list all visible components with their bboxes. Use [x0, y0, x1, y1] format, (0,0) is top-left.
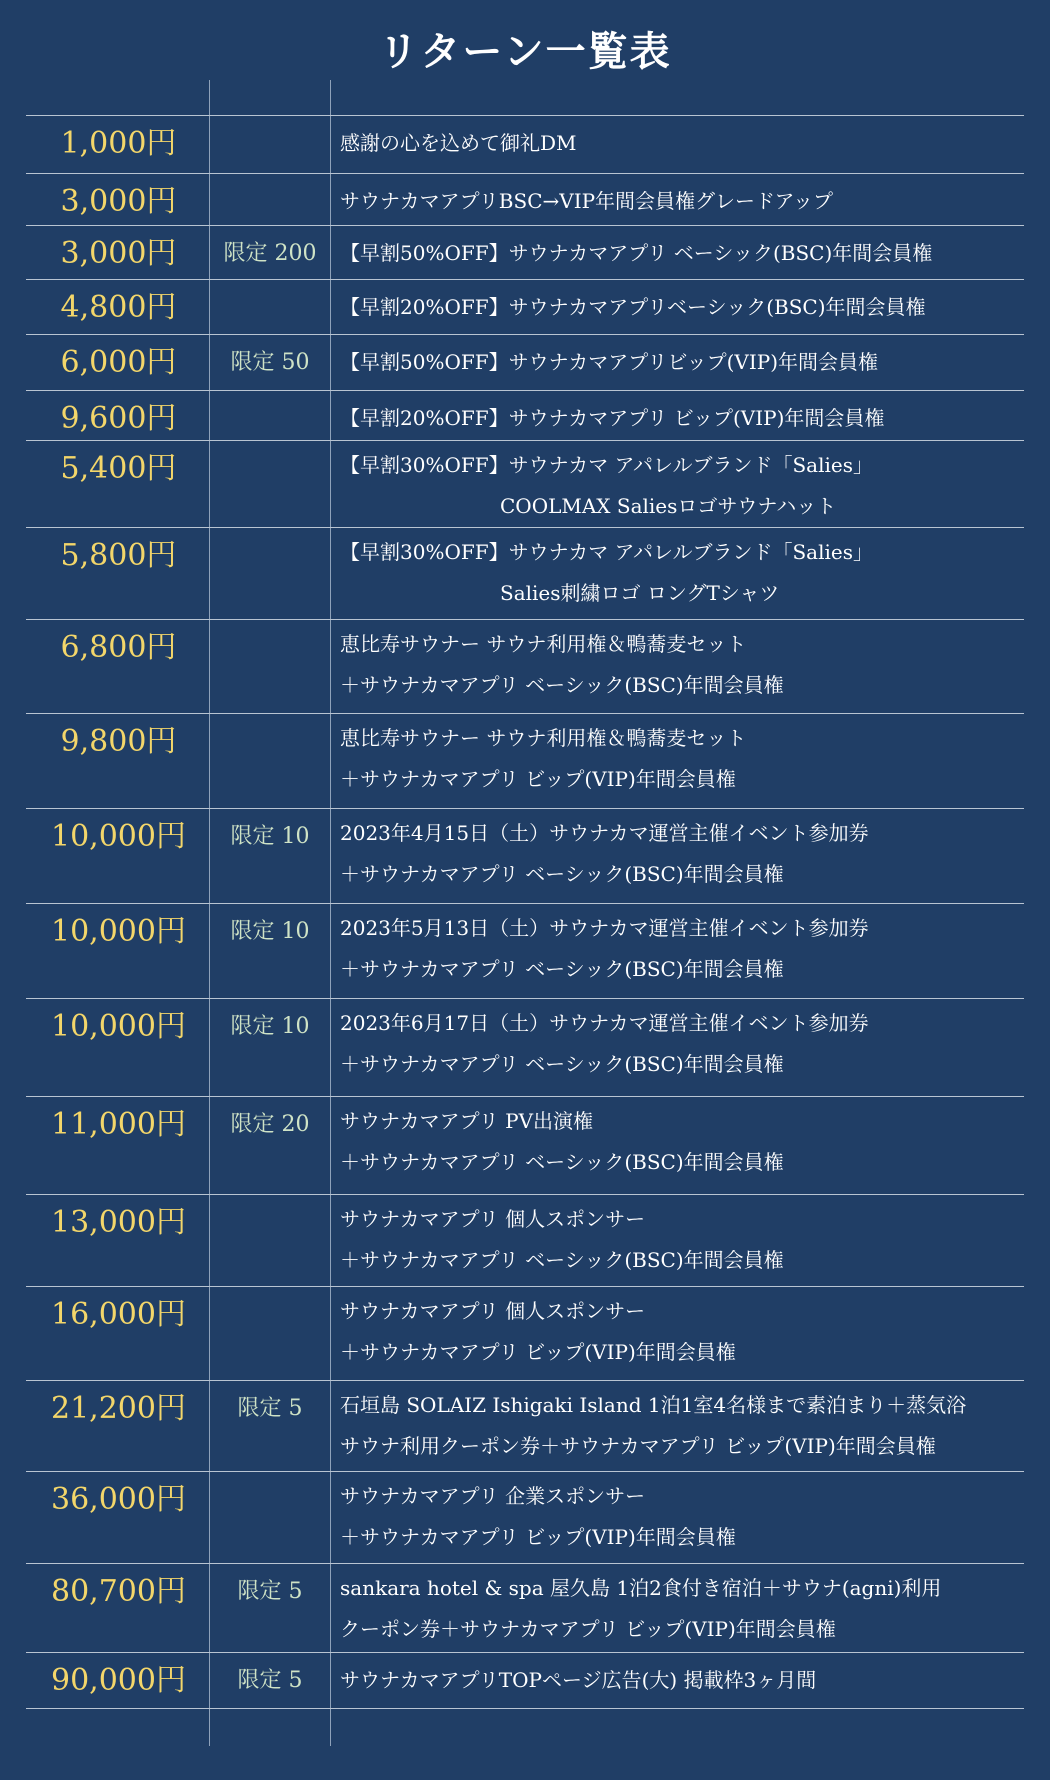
- reward-description: [340, 1568, 1030, 1650]
- description-line: ＋サウナカマアプリ ベーシック(BSC)年間会員権: [340, 957, 784, 981]
- reward-description: [340, 813, 1030, 895]
- description-line: サウナ利用クーポン券＋サウナカマアプリ ビップ(VIP)年間会員権: [340, 1434, 936, 1458]
- row-divider: [26, 998, 1024, 999]
- price-cell: 6,000円: [60, 345, 177, 380]
- description-line: sankara hotel & spa 屋久島 1泊2食付き宿泊＋サウナ(agni)利用: [340, 1576, 942, 1600]
- reward-description: [340, 398, 1030, 439]
- price-cell: 9,800円: [60, 724, 177, 759]
- limit-badge: 限定 20: [230, 1112, 310, 1137]
- reward-description: [340, 1385, 1030, 1467]
- row-divider: [26, 1708, 1024, 1709]
- price-cell: 6,800円: [60, 630, 177, 665]
- reward-description: [340, 1003, 1030, 1085]
- description-line: ＋サウナカマアプリ ビップ(VIP)年間会員権: [340, 767, 736, 791]
- reward-description: [340, 718, 1030, 800]
- row-divider: [26, 225, 1024, 226]
- reward-description: [340, 1199, 1030, 1281]
- price-cell: 10,000円: [51, 1009, 186, 1044]
- price-cell: 36,000円: [51, 1482, 186, 1517]
- limit-badge: 限定 10: [230, 824, 310, 849]
- reward-description: [340, 1291, 1030, 1373]
- description-line: 【早割30%OFF】サウナカマ アパレルブランド「Salies」: [340, 540, 873, 564]
- price-cell: 5,400円: [60, 451, 177, 486]
- reward-description: [340, 908, 1030, 990]
- reward-description: [340, 624, 1030, 706]
- price-cell: 16,000円: [51, 1297, 186, 1332]
- description-line: サウナカマアプリTOPページ広告(大) 掲載枠3ヶ月間: [340, 1668, 817, 1692]
- description-line: 恵比寿サウナー サウナ利用権＆鴨蕎麦セット: [340, 632, 747, 656]
- price-cell: 3,000円: [60, 184, 177, 219]
- description-line: Salies刺繍ロゴ ロングTシャツ: [340, 581, 780, 605]
- description-line: COOLMAX Saliesロゴサウナハット: [340, 494, 837, 518]
- description-line: 感謝の心を込めて御礼DM: [340, 131, 577, 155]
- limit-badge: 限定 5: [237, 1668, 303, 1693]
- description-line: 【早割20%OFF】サウナカマアプリベーシック(BSC)年間会員権: [340, 295, 926, 319]
- row-divider: [26, 619, 1024, 620]
- row-divider: [26, 1286, 1024, 1287]
- price-cell: 9,600円: [60, 401, 177, 436]
- limit-badge: 限定 10: [230, 1014, 310, 1039]
- price-cell: 1,000円: [60, 126, 177, 161]
- description-line: ＋サウナカマアプリ ベーシック(BSC)年間会員権: [340, 673, 784, 697]
- limit-badge: 限定 5: [237, 1396, 303, 1421]
- row-divider: [26, 1652, 1024, 1653]
- price-cell: 11,000円: [51, 1107, 186, 1142]
- row-divider: [26, 390, 1024, 391]
- description-line: 【早割30%OFF】サウナカマ アパレルブランド「Salies」: [340, 453, 873, 477]
- row-divider: [26, 334, 1024, 335]
- description-line: サウナカマアプリ 個人スポンサー: [340, 1299, 646, 1323]
- description-line: 石垣島 SOLAIZ Ishigaki Island 1泊1室4名様まで素泊まり＋蒸気浴: [340, 1393, 967, 1417]
- limit-badge: 限定 10: [230, 919, 310, 944]
- description-line: 2023年4月15日（土）サウナカマ運営主催イベント参加券: [340, 821, 869, 845]
- row-divider: [26, 1194, 1024, 1195]
- row-divider: [26, 1563, 1024, 1564]
- reward-description: [340, 445, 1030, 527]
- description-line: ＋サウナカマアプリ ビップ(VIP)年間会員権: [340, 1340, 736, 1364]
- description-line: 【早割50%OFF】サウナカマアプリビップ(VIP)年間会員権: [340, 350, 879, 374]
- description-line: 恵比寿サウナー サウナ利用権＆鴨蕎麦セット: [340, 726, 747, 750]
- limit-badge: 限定 200: [223, 241, 317, 266]
- price-cell: 21,200円: [51, 1391, 186, 1426]
- price-cell: 4,800円: [60, 290, 177, 325]
- row-divider: [26, 903, 1024, 904]
- price-cell: 3,000円: [60, 236, 177, 271]
- reward-description: [340, 123, 1030, 164]
- description-line: サウナカマアプリ PV出演権: [340, 1109, 594, 1133]
- row-divider: [26, 527, 1024, 528]
- price-cell: 10,000円: [51, 819, 186, 854]
- description-line: ＋サウナカマアプリ ベーシック(BSC)年間会員権: [340, 1052, 784, 1076]
- description-line: サウナカマアプリ 企業スポンサー: [340, 1484, 646, 1508]
- row-divider: [26, 173, 1024, 174]
- reward-description: [340, 342, 1030, 383]
- description-line: サウナカマアプリ 個人スポンサー: [340, 1207, 646, 1231]
- description-line: ＋サウナカマアプリ ビップ(VIP)年間会員権: [340, 1525, 736, 1549]
- description-line: サウナカマアプリBSC→VIP年間会員権グレードアップ: [340, 189, 834, 213]
- reward-description: [340, 287, 1030, 328]
- limit-badge: 限定 50: [230, 350, 310, 375]
- row-divider: [26, 279, 1024, 280]
- description-line: 【早割20%OFF】サウナカマアプリ ビップ(VIP)年間会員権: [340, 406, 885, 430]
- description-line: ＋サウナカマアプリ ベーシック(BSC)年間会員権: [340, 862, 784, 886]
- price-cell: 90,000円: [51, 1663, 186, 1698]
- price-cell: 10,000円: [51, 914, 186, 949]
- row-divider: [26, 1380, 1024, 1381]
- description-line: 2023年5月13日（土）サウナカマ運営主催イベント参加券: [340, 916, 869, 940]
- reward-description: [340, 181, 1030, 222]
- row-divider: [26, 440, 1024, 441]
- reward-description: [340, 532, 1030, 614]
- row-divider: [26, 1471, 1024, 1472]
- row-divider: [26, 115, 1024, 116]
- price-cell: 80,700円: [51, 1574, 186, 1609]
- limit-badge: 限定 5: [237, 1579, 303, 1604]
- description-line: 【早割50%OFF】サウナカマアプリ ベーシック(BSC)年間会員権: [340, 241, 933, 265]
- row-divider: [26, 713, 1024, 714]
- description-line: 2023年6月17日（土）サウナカマ運営主催イベント参加券: [340, 1011, 869, 1035]
- row-divider: [26, 808, 1024, 809]
- reward-description: [340, 1476, 1030, 1558]
- price-cell: 5,800円: [60, 538, 177, 573]
- reward-description: [340, 233, 1030, 274]
- description-line: クーポン券＋サウナカマアプリ ビップ(VIP)年間会員権: [340, 1617, 836, 1641]
- column-divider: [330, 80, 331, 1746]
- price-cell: 13,000円: [51, 1205, 186, 1240]
- page-title: リターン一覧表: [378, 28, 672, 75]
- row-divider: [26, 1096, 1024, 1097]
- reward-description: [340, 1660, 1030, 1701]
- description-line: ＋サウナカマアプリ ベーシック(BSC)年間会員権: [340, 1248, 784, 1272]
- reward-description: [340, 1101, 1030, 1183]
- description-line: ＋サウナカマアプリ ベーシック(BSC)年間会員権: [340, 1150, 784, 1174]
